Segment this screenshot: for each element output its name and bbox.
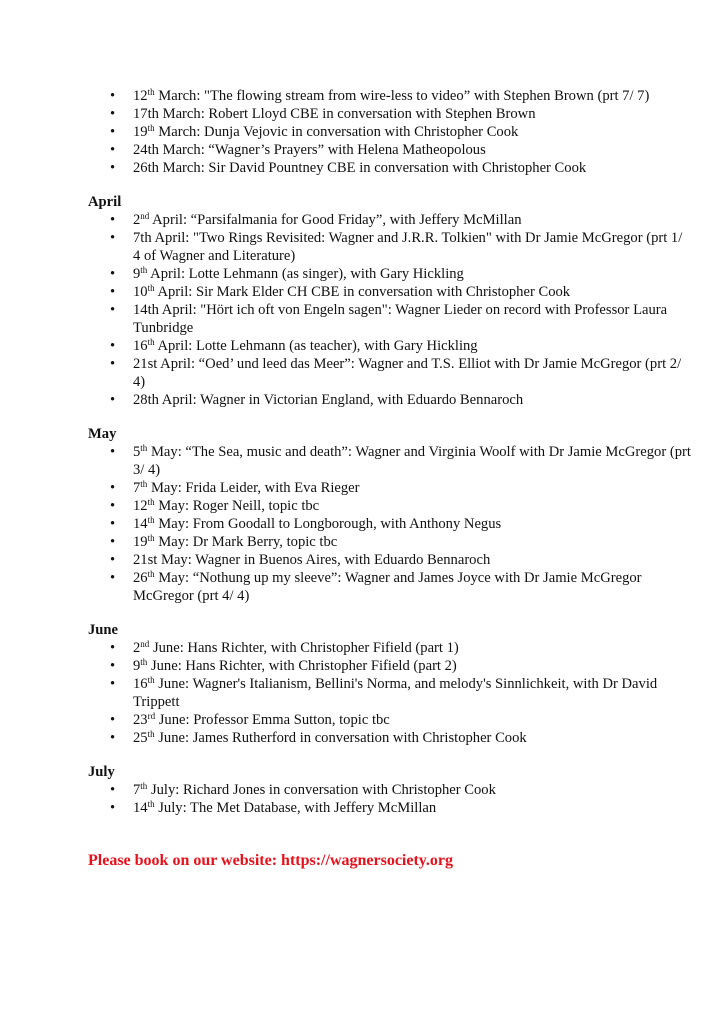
event-day: 21st bbox=[133, 552, 158, 568]
bullet-icon: • bbox=[110, 160, 116, 176]
day-suffix: th bbox=[147, 515, 155, 525]
bullet-icon: • bbox=[110, 480, 116, 496]
bullet-icon: • bbox=[110, 88, 116, 104]
section-march bbox=[88, 87, 708, 177]
bullet-icon: • bbox=[110, 212, 116, 228]
month-heading: July bbox=[88, 764, 115, 780]
day-suffix: th bbox=[140, 265, 148, 275]
list-item bbox=[88, 443, 693, 479]
list-item bbox=[88, 229, 693, 265]
month-heading: April bbox=[88, 194, 122, 210]
event-description: April: “Parsifalmania for Good Friday”, with Jeffery McMillan bbox=[149, 212, 522, 228]
event-day: 14 bbox=[133, 516, 148, 532]
event-day: 12 bbox=[133, 88, 148, 104]
list-item bbox=[88, 211, 693, 229]
event-description: May: From Goodall to Longborough, with Anthony Negus bbox=[154, 516, 502, 532]
bullet-icon: • bbox=[110, 730, 116, 746]
list-item bbox=[88, 711, 693, 729]
event-description: March: “Wagner’s Prayers” with Helena Matheopolous bbox=[158, 142, 486, 158]
event-description: May: Wagner in Buenos Aires, with Eduardo Bennaroch bbox=[157, 552, 491, 568]
day-suffix: th bbox=[147, 497, 155, 507]
bullet-icon: • bbox=[110, 284, 116, 300]
bullet-icon: • bbox=[110, 782, 116, 798]
section-june bbox=[88, 621, 708, 747]
event-description: April: Lotte Lehmann (as teacher), with Gary Hickling bbox=[154, 338, 478, 354]
event-description: July: The Met Database, with Jeffery McMillan bbox=[154, 800, 437, 816]
event-description: April: Wagner in Victorian England, with Eduardo Bennaroch bbox=[158, 392, 524, 408]
bullet-icon: • bbox=[110, 356, 116, 372]
bullet-icon: • bbox=[110, 230, 116, 246]
day-suffix: th bbox=[147, 569, 155, 579]
bullet-icon: • bbox=[110, 658, 116, 674]
list-item bbox=[88, 105, 693, 123]
day-suffix: nd bbox=[140, 211, 150, 221]
bullet-icon: • bbox=[110, 534, 116, 550]
event-description: March: Sir David Pountney CBE in conversation with Christopher Cook bbox=[158, 160, 587, 176]
event-description: April: "Two Rings Revisited: Wagner and J.R.R. Tolkien" with Dr Jamie McGregor (prt 1/ 4 of Wagner and Literature) bbox=[133, 230, 683, 264]
event-day: 16 bbox=[133, 676, 148, 692]
bullet-icon: • bbox=[110, 142, 116, 158]
event-day: 24th bbox=[133, 142, 159, 158]
bullet-icon: • bbox=[110, 106, 116, 122]
bullet-icon: • bbox=[110, 516, 116, 532]
bullet-icon: • bbox=[110, 498, 116, 514]
list-item bbox=[88, 141, 693, 159]
day-suffix: th bbox=[147, 337, 155, 347]
event-description: June: Hans Richter, with Christopher Fifield (part 1) bbox=[149, 640, 459, 656]
day-suffix: th bbox=[140, 479, 148, 489]
bullet-icon: • bbox=[110, 676, 116, 692]
day-suffix: nd bbox=[140, 639, 150, 649]
booking-notice[interactable]: Please book on our website: https://wagnersociety.org bbox=[88, 852, 454, 869]
event-day: 14 bbox=[133, 800, 148, 816]
event-description: May: Roger Neill, topic tbc bbox=[154, 498, 320, 514]
event-day: 25 bbox=[133, 730, 148, 746]
month-heading: June bbox=[88, 622, 119, 638]
bullet-icon: • bbox=[110, 800, 116, 816]
event-description: April: “Oed’ und leed das Meer”: Wagner and T.S. Elliot with Dr Jamie McGregor (prt 2/ 4) bbox=[133, 356, 682, 390]
bullet-icon: • bbox=[110, 266, 116, 282]
event-description: March: Robert Lloyd CBE in conversation with Stephen Brown bbox=[158, 106, 536, 122]
event-list bbox=[88, 781, 708, 817]
list-item bbox=[88, 355, 693, 391]
day-suffix: th bbox=[147, 675, 155, 685]
event-description: June: Wagner's Italianism, Bellini's Norma, and melody's Sinnlichkeit, with Dr David Trippett bbox=[133, 676, 658, 710]
day-suffix: th bbox=[147, 283, 155, 293]
event-day: 19 bbox=[133, 124, 148, 140]
event-day: 21st bbox=[133, 356, 158, 372]
event-description: April: Sir Mark Elder CH CBE in conversation with Christopher Cook bbox=[154, 284, 571, 300]
event-day: 10 bbox=[133, 284, 148, 300]
list-item bbox=[88, 265, 693, 283]
event-day: 7th bbox=[133, 230, 152, 246]
list-item bbox=[88, 569, 693, 605]
event-day: 19 bbox=[133, 534, 148, 550]
list-item bbox=[88, 497, 693, 515]
day-suffix: th bbox=[140, 443, 148, 453]
day-suffix: th bbox=[147, 799, 155, 809]
list-item bbox=[88, 87, 693, 105]
bullet-icon: • bbox=[110, 392, 116, 408]
event-day: 16 bbox=[133, 338, 148, 354]
event-day: 7 bbox=[133, 782, 141, 798]
event-description: June: Hans Richter, with Christopher Fifield (part 2) bbox=[147, 658, 457, 674]
event-description: April: Lotte Lehmann (as singer), with Gary Hickling bbox=[147, 266, 464, 282]
list-item bbox=[88, 729, 693, 747]
event-list bbox=[88, 211, 708, 409]
event-description: March: "The flowing stream from wire-less to video” with Stephen Brown (prt 7/ 7) bbox=[154, 88, 650, 104]
list-item bbox=[88, 479, 693, 497]
bullet-icon: • bbox=[110, 640, 116, 656]
day-suffix: th bbox=[140, 781, 148, 791]
list-item bbox=[88, 551, 693, 569]
list-item bbox=[88, 391, 693, 409]
day-suffix: th bbox=[147, 87, 155, 97]
section-may bbox=[88, 425, 708, 605]
list-item bbox=[88, 337, 693, 355]
event-day: 26th bbox=[133, 160, 159, 176]
bullet-icon: • bbox=[110, 712, 116, 728]
bullet-icon: • bbox=[110, 124, 116, 140]
list-item bbox=[88, 123, 693, 141]
event-description: June: Professor Emma Sutton, topic tbc bbox=[155, 712, 390, 728]
section-april bbox=[88, 193, 708, 409]
event-list bbox=[88, 639, 708, 747]
event-day: 5 bbox=[133, 444, 141, 460]
event-day: 9 bbox=[133, 266, 141, 282]
month-heading: May bbox=[88, 426, 117, 442]
event-list bbox=[88, 87, 708, 177]
event-schedule bbox=[88, 87, 708, 833]
list-item bbox=[88, 159, 693, 177]
bullet-icon: • bbox=[110, 552, 116, 568]
event-day: 14th bbox=[133, 302, 159, 318]
event-day: 26 bbox=[133, 570, 148, 586]
list-item bbox=[88, 283, 693, 301]
bullet-icon: • bbox=[110, 444, 116, 460]
event-day: 17th bbox=[133, 106, 159, 122]
list-item bbox=[88, 301, 693, 337]
event-description: May: Dr Mark Berry, topic tbc bbox=[154, 534, 338, 550]
event-description: March: Dunja Vejovic in conversation with Christopher Cook bbox=[154, 124, 519, 140]
bullet-icon: • bbox=[110, 302, 116, 318]
list-item bbox=[88, 515, 693, 533]
day-suffix: th bbox=[147, 123, 155, 133]
list-item bbox=[88, 799, 693, 817]
bullet-icon: • bbox=[110, 570, 116, 586]
list-item bbox=[88, 533, 693, 551]
event-day: 28th bbox=[133, 392, 159, 408]
event-description: April: "Hört ich oft von Engeln sagen": Wagner Lieder on record with Professor Laura Tunbridge bbox=[133, 302, 668, 336]
list-item bbox=[88, 657, 693, 675]
day-suffix: th bbox=[147, 729, 155, 739]
day-suffix: th bbox=[147, 533, 155, 543]
section-july bbox=[88, 763, 708, 817]
event-day: 7 bbox=[133, 480, 141, 496]
event-day: 2 bbox=[133, 212, 141, 228]
day-suffix: rd bbox=[147, 711, 156, 721]
event-description: June: James Rutherford in conversation with Christopher Cook bbox=[154, 730, 527, 746]
event-day: 23 bbox=[133, 712, 148, 728]
event-description: May: Frida Leider, with Eva Rieger bbox=[147, 480, 360, 496]
day-suffix: th bbox=[140, 657, 148, 667]
event-day: 2 bbox=[133, 640, 141, 656]
event-list bbox=[88, 443, 708, 605]
event-description: May: “Nothung up my sleeve”: Wagner and James Joyce with Dr Jamie McGregor McGregor (prt 4/ 4) bbox=[133, 570, 642, 604]
list-item bbox=[88, 639, 693, 657]
event-day: 12 bbox=[133, 498, 148, 514]
event-day: 9 bbox=[133, 658, 141, 674]
list-item bbox=[88, 781, 693, 799]
bullet-icon: • bbox=[110, 338, 116, 354]
list-item bbox=[88, 675, 693, 711]
event-description: May: “The Sea, music and death”: Wagner and Virginia Woolf with Dr Jamie McGregor (prt 3/ 4) bbox=[133, 444, 691, 478]
event-description: July: Richard Jones in conversation with Christopher Cook bbox=[147, 782, 496, 798]
